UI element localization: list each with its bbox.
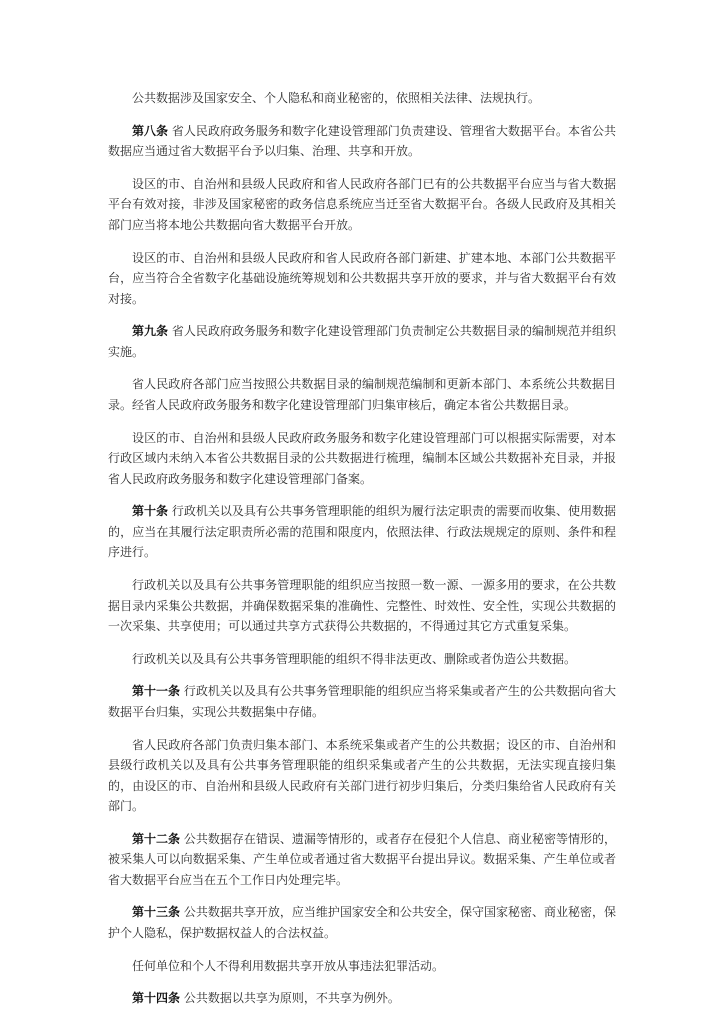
paragraph-text: 省人民政府各部门应当按照公共数据目录的编制规范编制和更新本部门、本系统公共数据目录。经省人民政府政务服务和数字化建设管理部门归集审核后，确定本省公共数据目录。 — [108, 377, 616, 412]
paragraph-text: 设区的市、自治州和县级人民政府政务服务和数字化建设管理部门可以根据实际需要，对本行政区域内未纳入本省公共数据目录的公共数据进行梳理，编制本区域公共数据补充目录，并报省人民政府政务服务和数字化建设管理部门备案。 — [108, 430, 616, 486]
paragraph-text: 行政机关以及具有公共事务管理职能的组织为履行法定职责的需要而收集、使用数据的，应当在其履行法定职责所必需的范围和限度内，依照法律、行政法规规定的原则、条件和程序进行。 — [108, 504, 616, 560]
paragraph — [108, 902, 616, 943]
paragraph-text: 行政机关以及具有公共事务管理职能的组织应当按照一数一源、一源多用的要求，在公共数据目录内采集公共数据，并确保数据采集的准确性、完整性、时效性、安全性，实现公共数据的一次采集、共享使用；可以通过共享方式获得公共数据的，不得通过其它方式重复采集。 — [108, 578, 616, 633]
paragraph — [108, 829, 616, 891]
paragraph-text: 公共数据共享开放，应当维护国家安全和公共安全，保守国家秘密、商业秘密，保护个人隐私，保护数据权益人的合法权益。 — [108, 905, 616, 940]
paragraph — [108, 374, 616, 415]
paragraph-text: 公共数据存在错误、遗漏等情形的，或者存在侵犯个人信息、商业秘密等情形的，被采集人可以向数据采集、产生单位或者通过省大数据平台提出异议。数据采集、产生单位或者省大数据平台应当在五个工作日内处理完毕。 — [108, 831, 616, 887]
paragraph-text: 省人民政府政务服务和数字化建设管理部门负责制定公共数据目录的编制规范并组织实施。 — [108, 324, 616, 359]
article-number: 第九条 — [132, 324, 169, 339]
paragraph — [108, 501, 616, 563]
paragraph — [108, 428, 616, 490]
paragraph-text: 设区的市、自治州和县级人民政府和省人民政府各部门新建、扩建本地、本部门公共数据平台，应当符合全省数字化基础设施统筹规划和公共数据共享开放的要求，并与省大数据平台有效对接。 — [108, 250, 616, 306]
paragraph — [108, 121, 616, 162]
paragraph — [108, 681, 616, 722]
article-number: 第十三条 — [132, 905, 181, 920]
article-number: 第十二条 — [132, 831, 181, 846]
paragraph-text: 行政机关以及具有公共事务管理职能的组织不得非法更改、删除或者伪造公共数据。 — [132, 651, 577, 666]
paragraph — [108, 988, 616, 1009]
paragraph — [108, 248, 616, 310]
paragraph-text: 公共数据以共享为原则，不共享为例外。 — [180, 991, 400, 1006]
document-body — [108, 88, 616, 1009]
paragraph-text: 任何单位和个人不得利用数据共享开放从事违法犯罪活动。 — [132, 958, 445, 973]
paragraph-text: 设区的市、自治州和县级人民政府和省人民政府各部门已有的公共数据平台应当与省大数据平台有效对接，非涉及国家秘密的政务信息系统应当迁至省大数据平台。各级人民政府及其相关部门应当将本地公共数据向省大数据平台开放。 — [108, 176, 616, 232]
paragraph — [108, 735, 616, 817]
paragraph — [108, 649, 616, 670]
paragraph-text: 省人民政府各部门负责归集本部门、本系统采集或者产生的公共数据；设区的市、自治州和县级行政机关以及具有公共事务管理职能的组织采集或者产生的公共数据，无法实现直接归集的，由设区的市、自治州和县级人民政府有关部门进行初步归集后，分类归集给省人民政府有关部门。 — [108, 737, 616, 814]
article-number: 第十四条 — [132, 991, 181, 1006]
paragraph-text: 公共数据涉及国家安全、个人隐私和商业秘密的，依照相关法律、法规执行。 — [132, 91, 541, 105]
article-number: 第十一条 — [132, 684, 181, 699]
paragraph-text: 省人民政府政务服务和数字化建设管理部门负责建设、管理省大数据平台。本省公共数据应当通过省大数据平台予以归集、治理、共享和开放。 — [108, 123, 616, 159]
paragraph — [108, 88, 616, 109]
paragraph — [108, 174, 616, 236]
article-number: 第十条 — [132, 504, 169, 519]
paragraph-text: 行政机关以及具有公共事务管理职能的组织应当将采集或者产生的公共数据向省大数据平台归集，实现公共数据集中存储。 — [108, 684, 616, 719]
article-number: 第八条 — [132, 123, 169, 138]
paragraph — [108, 956, 616, 977]
paragraph — [108, 575, 616, 637]
paragraph — [108, 321, 616, 362]
